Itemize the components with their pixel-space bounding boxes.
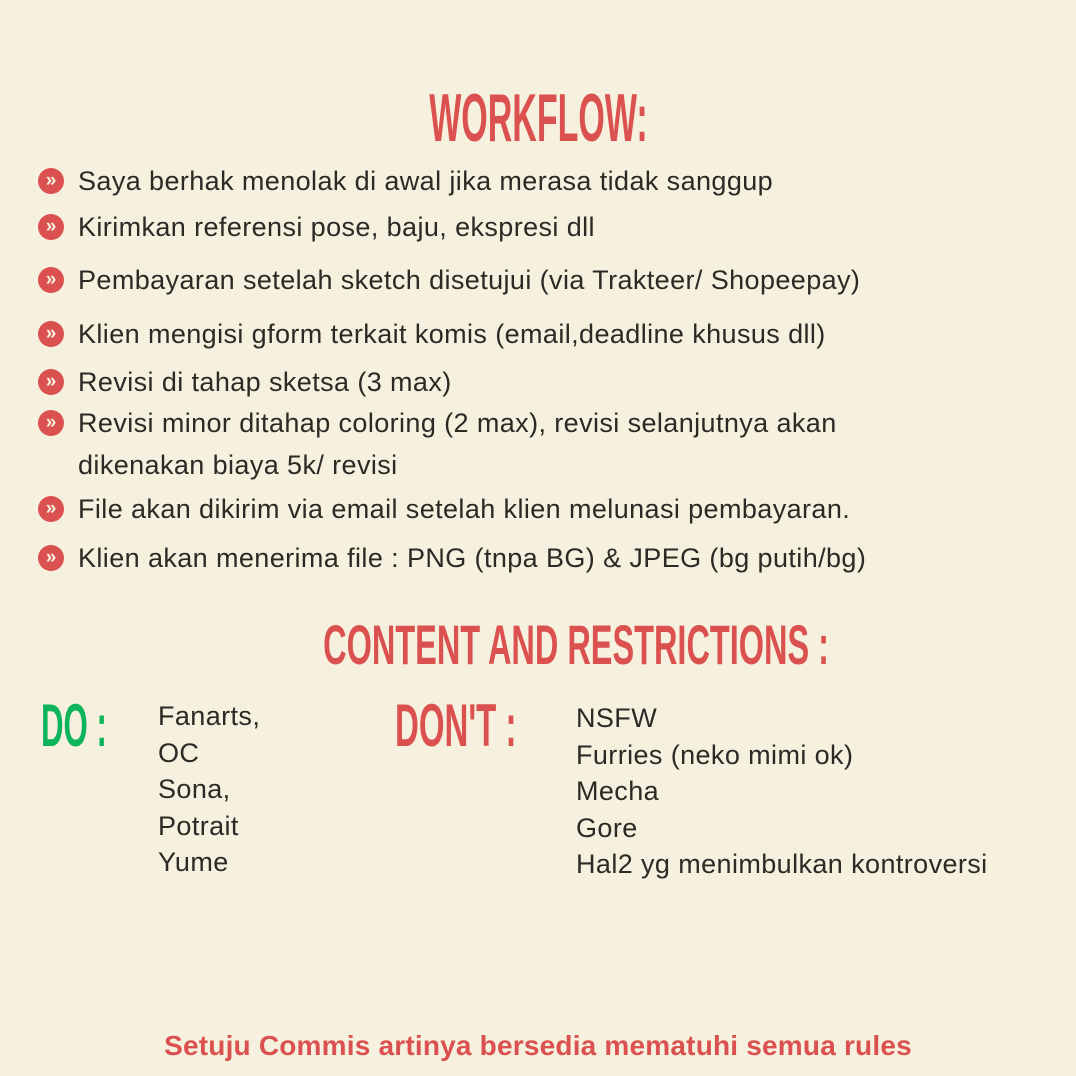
do-label: DO : <box>41 692 107 759</box>
workflow-item-text: Klien akan menerima file : PNG (tnpa BG) & JPEG (bg putih/bg) <box>78 543 867 573</box>
workflow-item-row <box>38 494 1056 525</box>
do-list-item: Yume <box>158 847 229 877</box>
workflow-item-text: Revisi minor ditahap coloring (2 max), revisi selanjutnya akan <box>78 408 837 438</box>
dont-list-item: Mecha <box>576 776 660 806</box>
workflow-item-row <box>38 166 1056 197</box>
workflow-title: WORKFLOW: <box>428 80 648 156</box>
chevron-double-icon: » <box>38 496 64 522</box>
workflow-item-text-continued: dikenakan biaya 5k/ revisi <box>78 450 398 480</box>
chevron-double-icon: » <box>38 214 64 240</box>
dont-list <box>576 700 988 883</box>
dont-list-item: Gore <box>576 812 638 843</box>
workflow-item-text: Saya berhak menolak di awal jika merasa tidak sanggup <box>78 166 774 196</box>
do-list <box>158 698 260 881</box>
workflow-item-text: Kirimkan referensi pose, baju, ekspresi dll <box>78 212 595 242</box>
chevron-double-icon: » <box>38 267 64 293</box>
do-list-item: Sona, <box>158 774 231 804</box>
content-restrictions-section-header <box>0 613 1076 676</box>
chevron-double-icon: » <box>38 168 64 194</box>
workflow-item-row <box>38 212 1056 243</box>
do-list-item: Fanarts, <box>158 701 261 731</box>
chevron-double-icon: » <box>38 369 64 395</box>
workflow-item-row <box>38 543 1056 574</box>
workflow-item-text: Klien mengisi gform terkait komis (email,deadline khusus dll) <box>78 319 826 349</box>
do-label-wrap <box>41 692 168 759</box>
content-restrictions-title: CONTENT AND RESTRICTIONS : <box>323 613 829 676</box>
do-list-item: Potrait <box>158 810 239 841</box>
chevron-double-icon: » <box>38 410 64 436</box>
agreement-note: Setuju Commis artinya bersedia mematuhi semua rules <box>164 1030 912 1061</box>
dont-label: DON'T : <box>395 692 517 759</box>
workflow-section-header <box>0 80 1076 156</box>
workflow-item-row <box>38 408 1056 439</box>
workflow-item-text: Revisi di tahap sketsa (3 max) <box>78 367 452 397</box>
dont-list-item: Hal2 yg menimbulkan kontroversi <box>576 849 988 879</box>
dont-list-item: Furries (neko mimi ok) <box>576 739 854 770</box>
workflow-item-row <box>38 265 1056 296</box>
do-list-item: OC <box>158 737 200 768</box>
workflow-item-row <box>38 319 1056 350</box>
chevron-double-icon: » <box>38 545 64 571</box>
workflow-item-text: Pembayaran setelah sketch disetujui (via Trakteer/ Shopeepay) <box>78 265 861 295</box>
chevron-double-icon: » <box>38 321 64 347</box>
dont-list-item: NSFW <box>576 703 658 733</box>
workflow-item-text: File akan dikirim via email setelah klien melunasi pembayaran. <box>78 494 851 524</box>
workflow-item-row <box>38 367 1056 398</box>
